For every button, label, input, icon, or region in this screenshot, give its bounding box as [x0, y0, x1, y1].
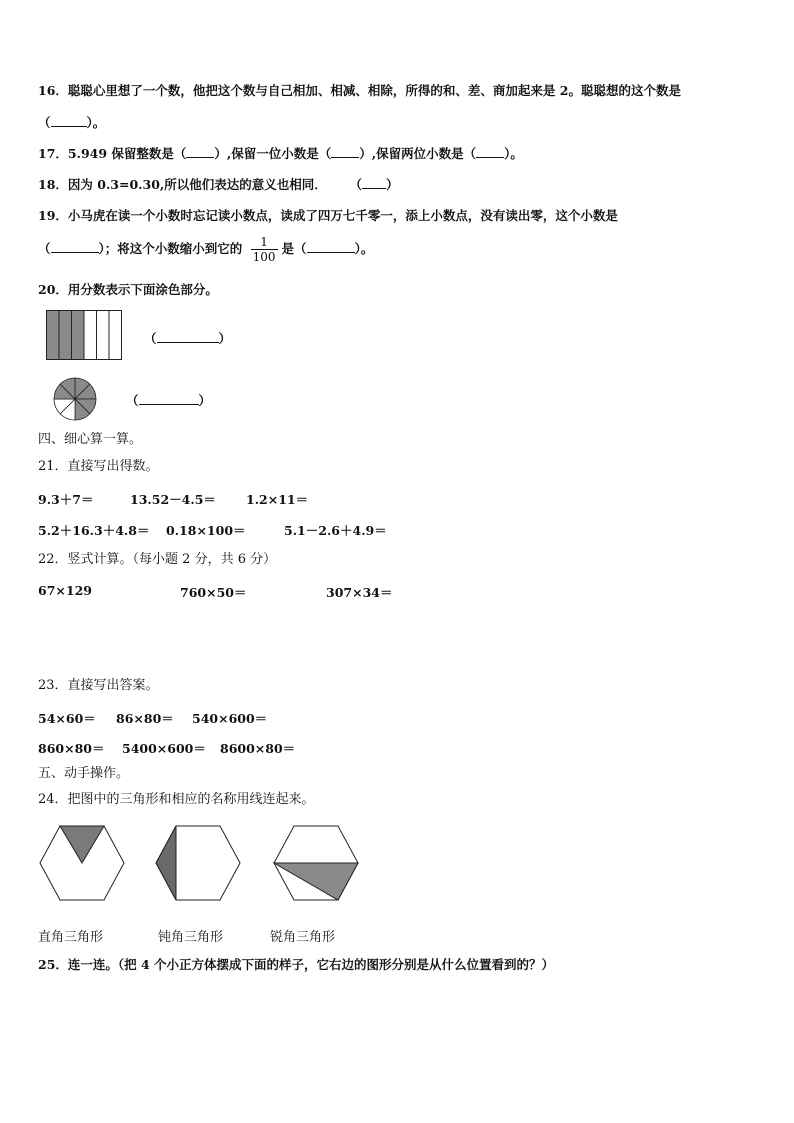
q21-r2-c2: 0.18×100＝: [166, 523, 246, 538]
rect-part-shaded-2: [59, 311, 72, 360]
hexagon-figure-2: [154, 824, 242, 902]
q16-line2: [38, 115, 105, 131]
q17-mid2: ）,保留两位小数是（: [359, 146, 477, 161]
q19-line1: 19．小马虎在读一个小数时忘记读小数点，读成了四万七千零一，添上小数点，没有读出零，这个小数是: [38, 208, 618, 223]
q18-open: （: [349, 177, 362, 192]
q23-title: 23．直接写出答案。: [38, 678, 159, 693]
q20-circle-figure: [52, 376, 98, 422]
q22-item-3: 307×34＝: [326, 585, 393, 600]
q16-close: ）。: [86, 115, 106, 130]
q23-r1-c1: 54×60＝: [38, 711, 96, 726]
section-4-heading: 四、细心算一算。: [38, 432, 143, 447]
q19-frac-den: 100: [252, 250, 276, 264]
q17-suffix: ）。: [504, 146, 523, 161]
q20-a1-close: ）: [218, 331, 232, 346]
q21-r1-c2: 13.52－4.5＝: [130, 492, 216, 507]
q21-r1-c1: 9.3＋7＝: [38, 492, 94, 507]
q19-close: ）。: [354, 241, 374, 256]
q20-answer-blank-1[interactable]: [157, 331, 219, 343]
q19-fraction: [251, 235, 278, 264]
obtuse-triangle-shaded: [156, 826, 176, 900]
q16-line1: 16．聪聪心里想了一个数，他把这个数与自己相加、相减、相除，所得的和、差、商加起来是 2。聪聪想的这个数是: [38, 83, 681, 98]
rect-part-4: [84, 311, 97, 360]
q16-answer-blank[interactable]: [51, 115, 87, 127]
label-right-triangle[interactable]: 直角三角形: [38, 930, 104, 945]
q20-rectangle-figure: [46, 310, 122, 360]
q21-title: 21．直接写出得数。: [38, 459, 159, 474]
q18-line: [38, 177, 399, 193]
q19-open: （: [38, 241, 51, 256]
q21-r1-c3: 1.2×11＝: [246, 492, 309, 507]
q17-blank-one-decimal[interactable]: [331, 146, 359, 158]
label-obtuse-triangle[interactable]: 钝角三角形: [158, 930, 224, 945]
rect-part-shaded-1: [47, 311, 60, 360]
q17-blank-two-decimal[interactable]: [476, 146, 504, 158]
q23-r2-c3: 8600×80＝: [220, 741, 296, 756]
q23-r2-c2: 5400×600＝: [122, 741, 206, 756]
hexagon-figure-3: [272, 824, 360, 902]
q19-mid: ）；将这个小数缩小到它的: [98, 241, 243, 256]
q23-r1-c2: 86×80＝: [116, 711, 174, 726]
rect-part-6: [109, 311, 122, 360]
q16-open: （: [38, 115, 51, 130]
q17-line: [38, 146, 523, 162]
q17-mid1: ）,保留一位小数是（: [214, 146, 332, 161]
q23-r1-c3: 540×600＝: [192, 711, 268, 726]
q25-title: 25．连一连。（把 4 个小正方体摆成下面的样子，它右边的图形分别是从什么位置看到的？）: [38, 957, 555, 972]
q21-r2-c3: 5.1－2.6＋4.9＝: [284, 523, 387, 538]
q20-answer-blank-2[interactable]: [139, 393, 199, 405]
rect-part-shaded-3: [72, 311, 85, 360]
q18-close: ）: [386, 177, 399, 192]
q23-r2-c1: 860×80＝: [38, 741, 105, 756]
q20-answer-2: [126, 391, 211, 409]
q19-line2: [38, 235, 373, 264]
q19-frac-num: 1: [251, 235, 278, 250]
q21-r2-c1: 5.2＋16.3＋4.8＝: [38, 523, 150, 538]
q24-title: 24．把图中的三角形和相应的名称用线连起来。: [38, 792, 315, 807]
q20-a2-open: （: [126, 393, 139, 408]
q18-answer-blank[interactable]: [362, 177, 386, 189]
q19-after: 是（: [281, 241, 307, 256]
q19-blank-number[interactable]: [51, 241, 99, 253]
rect-part-5: [97, 311, 110, 360]
q22-title: 22．竖式计算。（每小题 2 分，共 6 分）: [38, 552, 277, 567]
q20-a2-close: ）: [198, 393, 212, 408]
q19-blank-result[interactable]: [307, 241, 355, 253]
q20-title: 20．用分数表示下面涂色部分。: [38, 282, 218, 297]
label-acute-triangle[interactable]: 锐角三角形: [270, 930, 336, 945]
q22-item-2: 760×50＝: [180, 585, 247, 600]
q20-a1-open: （: [144, 331, 157, 346]
section-5-heading: 五、动手操作。: [38, 766, 130, 781]
q17-prefix: 17．5.949 保留整数是（: [38, 146, 187, 161]
hexagon-figure-1: [38, 824, 126, 902]
q18-text: 18．因为 0.3=0.30,所以他们表达的意义也相同．: [38, 177, 327, 192]
q20-answer-1: [144, 329, 231, 347]
q22-item-1: 67×129: [38, 583, 92, 598]
q17-blank-integer[interactable]: [186, 146, 214, 158]
